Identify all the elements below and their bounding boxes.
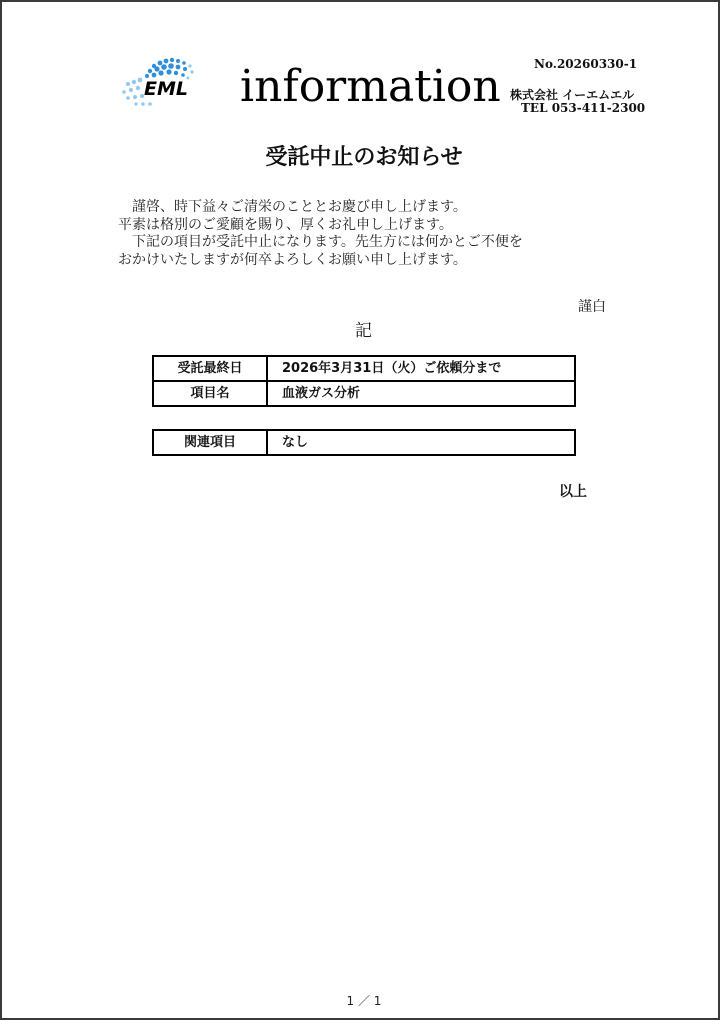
- body-line: おかけいたしますが何卒よろしくお願い申し上げます。: [118, 251, 467, 268]
- document-number: No.20260330-1: [534, 57, 638, 71]
- table-row: [154, 380, 574, 405]
- header-title: information: [240, 61, 501, 112]
- logo-text: EML: [144, 78, 188, 100]
- row-value: 2026年3月31日（火）ご依頼分まで: [282, 361, 502, 376]
- ki-mark: 記: [355, 321, 372, 341]
- related-items-table: [152, 429, 576, 456]
- page-number: 1 ／ 1: [346, 994, 382, 1008]
- end-mark: 以上: [559, 484, 587, 500]
- notice-body: [118, 199, 618, 269]
- closing-word: 謹白: [578, 299, 606, 315]
- row-label: 受託最終日: [154, 357, 268, 380]
- body-line: 謹啓、時下益々ご清栄のこととお慶び申し上げます。: [118, 199, 467, 215]
- body-line: 下記の項目が受託中止になります。先生方には何かとご不便を: [118, 234, 523, 250]
- notice-title: 受託中止のお知らせ: [265, 145, 463, 170]
- row-label: 関連項目: [154, 431, 268, 454]
- eml-logo: [114, 52, 210, 114]
- row-value: なし: [282, 435, 309, 450]
- table-row: [154, 357, 574, 380]
- row-value: 血液ガス分析: [282, 386, 361, 401]
- discontinuation-table: [152, 355, 576, 407]
- body-line: 平素は格別のご愛顧を賜り、厚くお礼申し上げます。: [118, 216, 453, 233]
- row-label: 項目名: [154, 382, 268, 405]
- table-row: [154, 431, 574, 454]
- company-tel: TEL 053-411-2300: [521, 101, 646, 115]
- company-name: 株式会社 イーエムエル: [510, 88, 635, 102]
